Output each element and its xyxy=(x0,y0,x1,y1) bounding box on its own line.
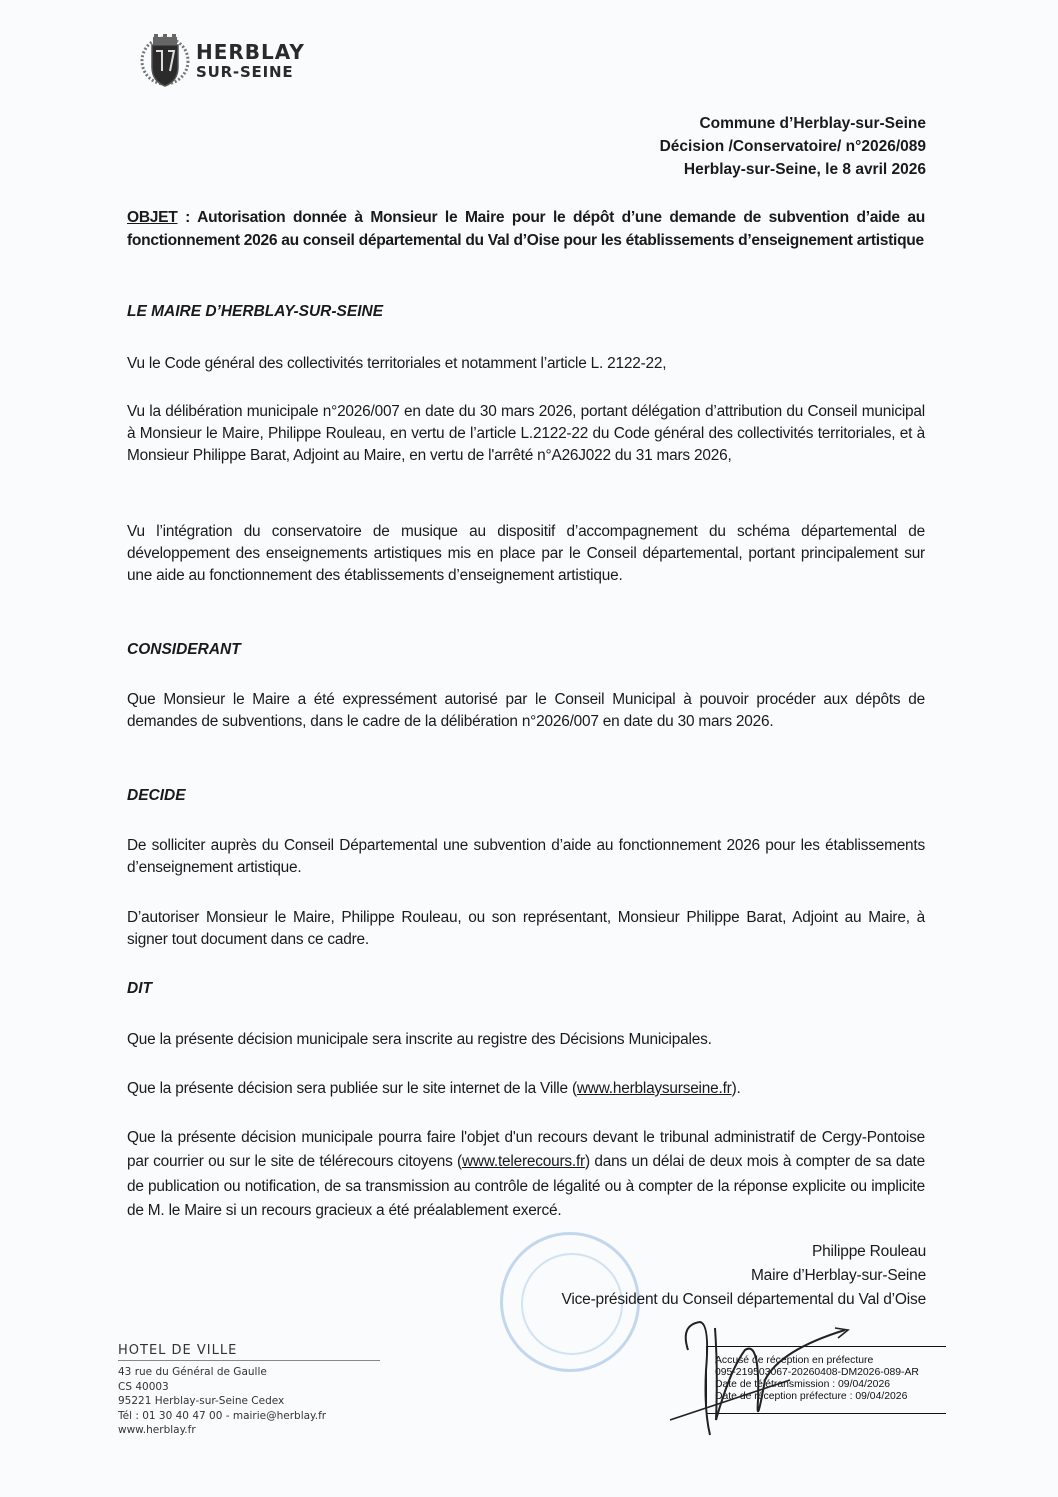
vu-paragraph-3: Vu l’intégration du conservatoire de musique au dispositif d’accompagnement du schéma départemental de développement des enseignements artistiques mis en place par le Conseil départemental, portant principalement sur une aide au fonctionnement des établissements d’enseignement artistique. xyxy=(127,523,925,584)
decide-item-1: De solliciter auprès du Conseil Départemental une subvention d’aide au fonctionnement 2026 pour les établissements d’enseignement artistique. xyxy=(127,837,925,876)
logo-title: HERBLAY xyxy=(196,40,305,64)
footer-website: www.herblay.fr xyxy=(118,1424,196,1436)
considerant-title: CONSIDERANT xyxy=(127,641,241,658)
footer-cs: CS 40003 xyxy=(118,1380,169,1393)
dit-item-3-text: Que la présente décision municipale pourra faire l'objet d'un recours devant le tribunal administratif de Cergy-Pontoise par courrier ou sur le site de télérecours citoyens ( xyxy=(127,1129,925,1171)
considerant-paragraph: Que Monsieur le Maire a été expressément autorisé par le Conseil Municipal à pouvoir procéder aux dépôts de demandes de subventions, dans le cadre de la délibération n°2026/007 en date du 30 mars 2026. xyxy=(127,691,925,730)
dit-item-2 xyxy=(127,1078,925,1100)
objet-paragraph xyxy=(127,206,925,252)
objet-label: OBJET xyxy=(127,209,178,226)
footer-address xyxy=(118,1343,380,1438)
signatory-name: Philippe Rouleau xyxy=(812,1243,926,1260)
signatory-title-1: Maire d’Herblay-sur-Seine xyxy=(750,1267,926,1284)
objet-separator: : xyxy=(177,209,198,226)
dit-item-3-end: ) dans un délai de deux mois à compter de sa date de publication ou notification, de sa transmission au contrôle de légalité ou à compter de la réponse explicite ou implicite de M. le Maire si un recours gracieux a été préalablement exercé. xyxy=(127,1153,925,1220)
dit-item-2-text: Que la présente décision sera publiée sur le site internet de la Ville ( xyxy=(127,1080,577,1097)
dit-item-2-end: ). xyxy=(731,1080,741,1097)
place-date: Herblay-sur-Seine, le 8 avril 2026 xyxy=(683,161,926,178)
receipt-id: 095-219503067-20260408-DM2026-089-AR xyxy=(715,1367,919,1378)
decision-reference: Décision /Conservatoire/ n°2026/089 xyxy=(659,138,926,155)
receipt-transmission-date: Date de télétransmission : 09/04/2026 xyxy=(715,1379,891,1390)
logo-subtitle: SUR-SEINE xyxy=(196,63,294,81)
decide-title: DECIDE xyxy=(127,787,186,804)
vu-paragraph-2: Vu la délibération municipale n°2026/007 en date du 30 mars 2026, portant délégation d’attribution du Conseil municipal à Monsieur le Maire, Philippe Rouleau, en vertu de l’article L.2122-22 du Code général des collectivités territoriales, et à Monsieur Philippe Barat, Adjoint au Maire, en vertu de l'arrêté n°A26J022 du 31 mars 2026, xyxy=(127,403,925,464)
decision-header xyxy=(660,112,926,181)
objet-text: Autorisation donnée à Monsieur le Maire pour le dépôt d’une demande de subvention d’aide au fonctionnement 2026 au conseil départemental du Val d’Oise pour les établissements d’enseignement artistique xyxy=(127,209,925,249)
decide-item-2: D’autoriser Monsieur le Maire, Philippe Rouleau, ou son représentant, Monsieur Philippe Barat, Adjoint au Maire, à signer tout document dans ce cadre. xyxy=(127,909,925,948)
dit-item-1: Que la présente décision municipale sera inscrite au registre des Décisions Municipales. xyxy=(127,1031,712,1048)
coat-of-arms-icon xyxy=(140,31,190,91)
footer-contact: Tél : 01 30 40 47 00 - mairie@herblay.fr xyxy=(118,1409,327,1422)
footer-city: 95221 Herblay-sur-Seine Cedex xyxy=(118,1395,285,1407)
signature-block xyxy=(562,1240,927,1312)
signatory-title-2: Vice-président du Conseil départemental du Val d’Oise xyxy=(561,1291,926,1308)
dit-item-3 xyxy=(127,1126,925,1224)
preamble-title: LE MAIRE D’HERBLAY-SUR-SEINE xyxy=(127,303,384,320)
dit-title: DIT xyxy=(127,980,152,997)
ville-website-link[interactable]: www.herblaysurseine.fr xyxy=(576,1080,732,1097)
footer-street: 43 rue du Général de Gaulle xyxy=(118,1366,267,1378)
telerecours-link[interactable]: www.telerecours.fr xyxy=(461,1153,585,1171)
vu-paragraph-1: Vu le Code général des collectivités territoriales et notamment l’article L. 2122-22, xyxy=(127,355,667,372)
commune-name: Commune d’Herblay-sur-Seine xyxy=(699,115,926,132)
handwritten-signature-icon xyxy=(670,1310,900,1450)
receipt-title: Accusé de réception en préfecture xyxy=(715,1355,874,1366)
footer-title: HOTEL DE VILLE xyxy=(118,1343,380,1361)
receipt-reception-date: Date de réception préfecture : 09/04/2026 xyxy=(715,1391,908,1402)
municipal-logo xyxy=(140,30,305,92)
